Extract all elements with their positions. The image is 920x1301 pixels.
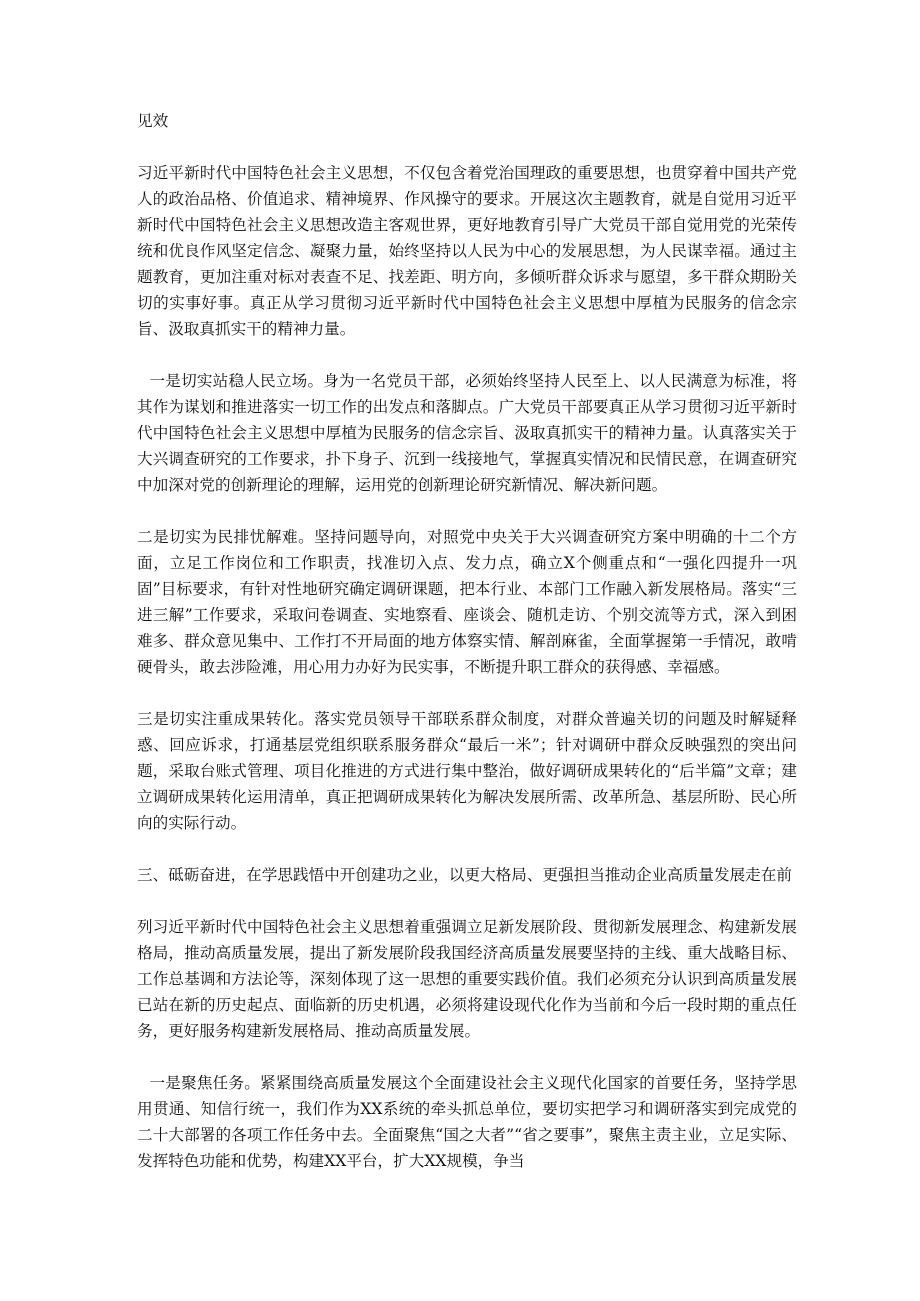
paragraph-focus-tasks: 一是聚焦任务。紧紧围绕高质量发展这个全面建设社会主义现代化国家的首要任务，坚持学思用贯通、知信行统一，我们作为XX系统的牵头抓总单位，要切实把学习和调研落实到完成党的二十大部署的各项工作任务中去。全面聚焦“国之大者”“省之要事”，聚焦主责主业，立足实际、发挥特色功能和优势，构建XX平台，扩大XX规模，争当 bbox=[137, 1074, 797, 1170]
section-heading-three: 三、砥砺奋进，在学思践悟中开创建功之业，以更大格局、更强担当推动企业高质量发展走在前 bbox=[137, 866, 792, 884]
paragraph-point-2-solve-problems: 二是切实为民排忧解难。坚持问题导向，对照党中央关于大兴调查研究方案中明确的十二个方面，立足工作岗位和工作职责，找准切入点、发力点，确立X个侧重点和“一强化四提升一巩固”目标要求，有针对性地研究确定调研课题，把本行业、本部门工作融入新发展格局。落实“三进三解”工作要求，采取问卷调查、实地察看、座谈会、随机走访、个别交流等方式，深入到困难多、群众意见集中、工作打不开局面的地方体察实情、解剖麻雀，全面掌握第一手情况，敢啃硬骨头，敢去涉险滩，用心用力办好为民实事，不断提升职工群众的获得感、幸福感。 bbox=[137, 528, 797, 676]
paragraph-point-1-people-stance: 一是切实站稳人民立场。身为一名党员干部，必须始终坚持人民至上、以人民满意为标准，将其作为谋划和推进落实一切工作的出发点和落脚点。广大党员干部要真正从学习贯彻习近平新时代中国特色社会主义思想中厚植为民服务的信念宗旨、汲取真抓实干的精神力量。认真落实关于大兴调查研究的工作要求，扑下身子、沉到一线接地气，掌握真实情况和民情民意，在调查研究中加深对党的创新理论的理解，运用党的创新理论研究新情况、解决新问题。 bbox=[137, 372, 797, 494]
paragraph-fragment-jianxiao: 见效 bbox=[137, 112, 169, 130]
paragraph-point-3-results-transformation: 三是切实注重成果转化。落实党员领导干部联系群众制度，对群众普遍关切的问题及时解疑释惑、回应诉求，打通基层党组织联系服务群众“最后一米”；针对调研中群众反映强烈的突出问题，采取台账式管理、项目化推进的方式进行集中整治，做好调研成果转化的“后半篇”文章；建立调研成果转化运用清单，真正把调研成果转化为解决发展所需、改革所急、基层所盼、民心所向的实际行动。 bbox=[137, 710, 797, 832]
paragraph-thought-overview: 习近平新时代中国特色社会主义思想，不仅包含着党治国理政的重要思想，也贯穿着中国共产党人的政治品格、价值追求、精神境界、作风操守的要求。开展这次主题教育，就是自觉用习近平新时代中国特色社会主义思想改造主客观世界，更好地教育引导广大党员干部自觉用党的光荣传统和优良作风坚定信念、凝聚力量，始终坚持以人民为中心的发展思想，为人民谋幸福。通过主题教育，更加注重对标对表查不足、找差距、明方向，多倾听群众诉求与愿望，多干群众期盼关切的实事好事。真正从学习贯彻习近平新时代中国特色社会主义思想中厚植为民服务的信念宗旨、汲取真抓实干的精神力量。 bbox=[137, 164, 797, 338]
paragraph-high-quality-development: 列习近平新时代中国特色社会主义思想着重强调立足新发展阶段、贯彻新发展理念、构建新发展格局，推动高质量发展，提出了新发展阶段我国经济高质量发展要坚持的主线、重大战略目标、工作总基调和方法论等，深刻体现了这一思想的重要实践价值。我们必须充分认识到高质量发展已站在新的历史起点、面临新的历史机遇，必须将建设现代化作为当前和今后一段时期的重点任务，更好服务构建新发展格局、推动高质量发展。 bbox=[137, 918, 797, 1040]
document-body bbox=[137, 108, 797, 1200]
